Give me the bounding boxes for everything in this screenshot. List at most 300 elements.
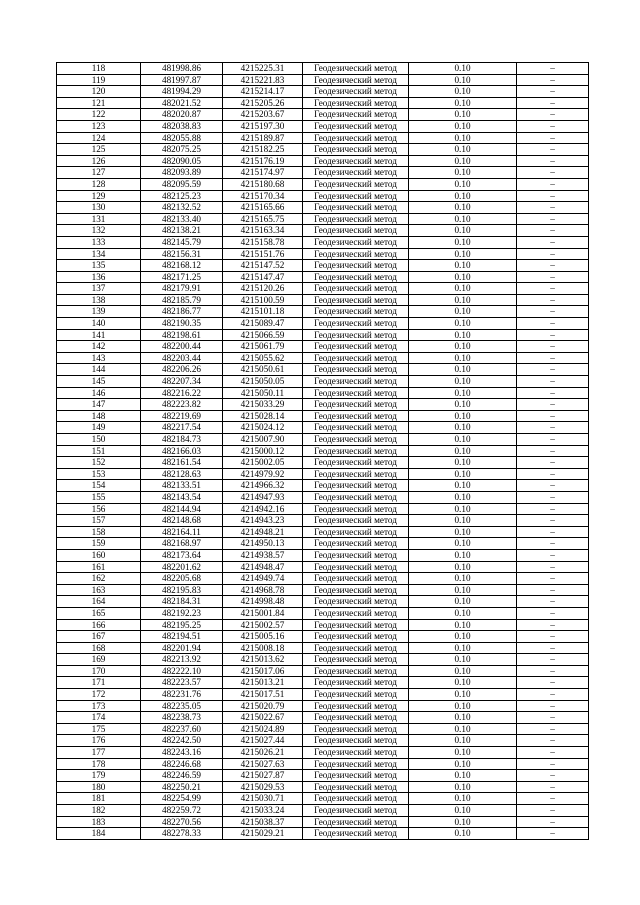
accuracy-cell: 0.10 (409, 109, 517, 121)
method-cell: Геодезический метод (303, 712, 409, 724)
description-cell: – (517, 434, 589, 446)
description-cell: – (517, 97, 589, 109)
method-cell: Геодезический метод (303, 457, 409, 469)
x-coordinate-cell: 482246.59 (141, 770, 223, 782)
description-cell: – (517, 155, 589, 167)
description-cell: – (517, 642, 589, 654)
x-coordinate-cell: 482213.92 (141, 654, 223, 666)
description-cell: – (517, 225, 589, 237)
accuracy-cell: 0.10 (409, 434, 517, 446)
description-cell: – (517, 248, 589, 260)
description-cell: – (517, 677, 589, 689)
table-row (57, 248, 589, 260)
method-cell: Геодезический метод (303, 700, 409, 712)
table-row (57, 109, 589, 121)
x-coordinate-cell: 482194.51 (141, 631, 223, 643)
y-coordinate-cell: 4215163.34 (223, 225, 303, 237)
method-cell: Геодезический метод (303, 619, 409, 631)
method-cell: Геодезический метод (303, 352, 409, 364)
description-cell: – (517, 781, 589, 793)
accuracy-cell: 0.10 (409, 735, 517, 747)
accuracy-cell: 0.10 (409, 491, 517, 503)
accuracy-cell: 0.10 (409, 167, 517, 179)
y-coordinate-cell: 4215026.21 (223, 747, 303, 759)
table-row (57, 271, 589, 283)
accuracy-cell: 0.10 (409, 468, 517, 480)
method-cell: Геодезический метод (303, 607, 409, 619)
y-coordinate-cell: 4215007.90 (223, 434, 303, 446)
accuracy-cell: 0.10 (409, 665, 517, 677)
method-cell: Геодезический метод (303, 538, 409, 550)
x-coordinate-cell: 482144.94 (141, 503, 223, 515)
table-row (57, 689, 589, 701)
x-coordinate-cell: 482223.57 (141, 677, 223, 689)
table-row (57, 584, 589, 596)
x-coordinate-cell: 482148.68 (141, 515, 223, 527)
x-coordinate-cell: 482242.50 (141, 735, 223, 747)
description-cell: – (517, 178, 589, 190)
description-cell: – (517, 86, 589, 98)
x-coordinate-cell: 482156.31 (141, 248, 223, 260)
table-row (57, 178, 589, 190)
y-coordinate-cell: 4215180.68 (223, 178, 303, 190)
method-cell: Геодезический метод (303, 665, 409, 677)
table-row (57, 816, 589, 828)
method-cell: Геодезический метод (303, 225, 409, 237)
table-row (57, 144, 589, 156)
description-cell: – (517, 364, 589, 376)
point-number-cell: 137 (57, 283, 141, 295)
table-row (57, 561, 589, 573)
x-coordinate-cell: 482166.03 (141, 445, 223, 457)
y-coordinate-cell: 4214947.93 (223, 491, 303, 503)
accuracy-cell: 0.10 (409, 561, 517, 573)
x-coordinate-cell: 482055.88 (141, 132, 223, 144)
accuracy-cell: 0.10 (409, 376, 517, 388)
accuracy-cell: 0.10 (409, 248, 517, 260)
x-coordinate-cell: 482133.51 (141, 480, 223, 492)
y-coordinate-cell: 4215027.44 (223, 735, 303, 747)
x-coordinate-cell: 482185.79 (141, 294, 223, 306)
table-row (57, 225, 589, 237)
x-coordinate-cell: 482021.52 (141, 97, 223, 109)
table-row (57, 74, 589, 86)
description-cell: – (517, 480, 589, 492)
y-coordinate-cell: 4214949.74 (223, 573, 303, 585)
point-number-cell: 119 (57, 74, 141, 86)
description-cell: – (517, 213, 589, 225)
y-coordinate-cell: 4215033.24 (223, 805, 303, 817)
accuracy-cell: 0.10 (409, 202, 517, 214)
point-number-cell: 152 (57, 457, 141, 469)
x-coordinate-cell: 482173.64 (141, 549, 223, 561)
method-cell: Геодезический метод (303, 689, 409, 701)
description-cell: – (517, 445, 589, 457)
y-coordinate-cell: 4214948.21 (223, 526, 303, 538)
table-row (57, 793, 589, 805)
accuracy-cell: 0.10 (409, 770, 517, 782)
table-row (57, 167, 589, 179)
y-coordinate-cell: 4215033.29 (223, 399, 303, 411)
x-coordinate-cell: 482168.97 (141, 538, 223, 550)
x-coordinate-cell: 482246.68 (141, 758, 223, 770)
method-cell: Геодезический метод (303, 828, 409, 840)
accuracy-cell: 0.10 (409, 747, 517, 759)
x-coordinate-cell: 482184.73 (141, 434, 223, 446)
table-row (57, 445, 589, 457)
point-number-cell: 160 (57, 549, 141, 561)
description-cell: – (517, 526, 589, 538)
method-cell: Геодезический метод (303, 816, 409, 828)
y-coordinate-cell: 4215022.67 (223, 712, 303, 724)
point-number-cell: 159 (57, 538, 141, 550)
x-coordinate-cell: 482133.40 (141, 213, 223, 225)
method-cell: Геодезический метод (303, 549, 409, 561)
y-coordinate-cell: 4214998.48 (223, 596, 303, 608)
description-cell: – (517, 329, 589, 341)
table-row (57, 364, 589, 376)
accuracy-cell: 0.10 (409, 422, 517, 434)
x-coordinate-cell: 482250.21 (141, 781, 223, 793)
description-cell: – (517, 63, 589, 75)
description-cell: – (517, 74, 589, 86)
method-cell: Геодезический метод (303, 213, 409, 225)
method-cell: Геодезический метод (303, 144, 409, 156)
method-cell: Геодезический метод (303, 260, 409, 272)
table-row (57, 202, 589, 214)
table-row (57, 758, 589, 770)
description-cell: – (517, 561, 589, 573)
y-coordinate-cell: 4215029.53 (223, 781, 303, 793)
accuracy-cell: 0.10 (409, 805, 517, 817)
point-number-cell: 171 (57, 677, 141, 689)
method-cell: Геодезический метод (303, 677, 409, 689)
y-coordinate-cell: 4215061.79 (223, 341, 303, 353)
table-row (57, 503, 589, 515)
accuracy-cell: 0.10 (409, 642, 517, 654)
x-coordinate-cell: 482138.21 (141, 225, 223, 237)
accuracy-cell: 0.10 (409, 74, 517, 86)
point-number-cell: 172 (57, 689, 141, 701)
point-number-cell: 162 (57, 573, 141, 585)
x-coordinate-cell: 481998.86 (141, 63, 223, 75)
description-cell: – (517, 828, 589, 840)
accuracy-cell: 0.10 (409, 607, 517, 619)
method-cell: Геодезический метод (303, 236, 409, 248)
point-number-cell: 139 (57, 306, 141, 318)
method-cell: Геодезический метод (303, 631, 409, 643)
accuracy-cell: 0.10 (409, 584, 517, 596)
x-coordinate-cell: 482038.83 (141, 120, 223, 132)
description-cell: – (517, 306, 589, 318)
description-cell: – (517, 816, 589, 828)
point-number-cell: 161 (57, 561, 141, 573)
x-coordinate-cell: 482186.77 (141, 306, 223, 318)
y-coordinate-cell: 4215024.12 (223, 422, 303, 434)
point-number-cell: 149 (57, 422, 141, 434)
point-number-cell: 138 (57, 294, 141, 306)
table-row (57, 549, 589, 561)
x-coordinate-cell: 482219.69 (141, 410, 223, 422)
x-coordinate-cell: 482192.23 (141, 607, 223, 619)
x-coordinate-cell: 482222.10 (141, 665, 223, 677)
table-row (57, 805, 589, 817)
description-cell: – (517, 723, 589, 735)
y-coordinate-cell: 4214942.16 (223, 503, 303, 515)
point-number-cell: 136 (57, 271, 141, 283)
point-number-cell: 130 (57, 202, 141, 214)
description-cell: – (517, 515, 589, 527)
description-cell: – (517, 758, 589, 770)
description-cell: – (517, 422, 589, 434)
method-cell: Геодезический метод (303, 596, 409, 608)
y-coordinate-cell: 4215030.71 (223, 793, 303, 805)
accuracy-cell: 0.10 (409, 689, 517, 701)
method-cell: Геодезический метод (303, 294, 409, 306)
accuracy-cell: 0.10 (409, 364, 517, 376)
y-coordinate-cell: 4215013.21 (223, 677, 303, 689)
accuracy-cell: 0.10 (409, 341, 517, 353)
y-coordinate-cell: 4215017.06 (223, 665, 303, 677)
method-cell: Геодезический метод (303, 735, 409, 747)
y-coordinate-cell: 4215214.17 (223, 86, 303, 98)
y-coordinate-cell: 4215158.78 (223, 236, 303, 248)
description-cell: – (517, 144, 589, 156)
table-row (57, 828, 589, 840)
description-cell: – (517, 770, 589, 782)
x-coordinate-cell: 482143.54 (141, 491, 223, 503)
table-row (57, 712, 589, 724)
point-number-cell: 145 (57, 376, 141, 388)
accuracy-cell: 0.10 (409, 318, 517, 330)
method-cell: Геодезический метод (303, 97, 409, 109)
y-coordinate-cell: 4215005.16 (223, 631, 303, 643)
point-number-cell: 134 (57, 248, 141, 260)
point-number-cell: 156 (57, 503, 141, 515)
point-number-cell: 178 (57, 758, 141, 770)
method-cell: Геодезический метод (303, 155, 409, 167)
method-cell: Геодезический метод (303, 86, 409, 98)
y-coordinate-cell: 4215008.18 (223, 642, 303, 654)
description-cell: – (517, 120, 589, 132)
method-cell: Геодезический метод (303, 376, 409, 388)
point-number-cell: 144 (57, 364, 141, 376)
description-cell: – (517, 109, 589, 121)
x-coordinate-cell: 482207.34 (141, 376, 223, 388)
y-coordinate-cell: 4215013.62 (223, 654, 303, 666)
y-coordinate-cell: 4215066.59 (223, 329, 303, 341)
point-number-cell: 132 (57, 225, 141, 237)
method-cell: Геодезический метод (303, 793, 409, 805)
point-number-cell: 182 (57, 805, 141, 817)
accuracy-cell: 0.10 (409, 86, 517, 98)
accuracy-cell: 0.10 (409, 225, 517, 237)
description-cell: – (517, 294, 589, 306)
x-coordinate-cell: 482190.35 (141, 318, 223, 330)
accuracy-cell: 0.10 (409, 712, 517, 724)
method-cell: Геодезический метод (303, 758, 409, 770)
accuracy-cell: 0.10 (409, 399, 517, 411)
x-coordinate-cell: 482237.60 (141, 723, 223, 735)
point-number-cell: 124 (57, 132, 141, 144)
description-cell: – (517, 631, 589, 643)
description-cell: – (517, 167, 589, 179)
point-number-cell: 151 (57, 445, 141, 457)
accuracy-cell: 0.10 (409, 352, 517, 364)
point-number-cell: 120 (57, 86, 141, 98)
y-coordinate-cell: 4215038.37 (223, 816, 303, 828)
x-coordinate-cell: 482168.12 (141, 260, 223, 272)
table-row (57, 86, 589, 98)
method-cell: Геодезический метод (303, 654, 409, 666)
accuracy-cell: 0.10 (409, 793, 517, 805)
y-coordinate-cell: 4215101.18 (223, 306, 303, 318)
accuracy-cell: 0.10 (409, 654, 517, 666)
method-cell: Геодезический метод (303, 399, 409, 411)
x-coordinate-cell: 482132.52 (141, 202, 223, 214)
table-row (57, 781, 589, 793)
x-coordinate-cell: 482259.72 (141, 805, 223, 817)
accuracy-cell: 0.10 (409, 283, 517, 295)
description-cell: – (517, 190, 589, 202)
method-cell: Геодезический метод (303, 573, 409, 585)
description-cell: – (517, 271, 589, 283)
y-coordinate-cell: 4215165.66 (223, 202, 303, 214)
table-row (57, 132, 589, 144)
x-coordinate-cell: 482093.89 (141, 167, 223, 179)
x-coordinate-cell: 482223.82 (141, 399, 223, 411)
table-row (57, 341, 589, 353)
y-coordinate-cell: 4215197.30 (223, 120, 303, 132)
point-number-cell: 143 (57, 352, 141, 364)
y-coordinate-cell: 4214979.92 (223, 468, 303, 480)
y-coordinate-cell: 4214950.13 (223, 538, 303, 550)
point-number-cell: 180 (57, 781, 141, 793)
point-number-cell: 147 (57, 399, 141, 411)
y-coordinate-cell: 4215002.57 (223, 619, 303, 631)
x-coordinate-cell: 482128.63 (141, 468, 223, 480)
table-row (57, 63, 589, 75)
x-coordinate-cell: 482090.05 (141, 155, 223, 167)
method-cell: Геодезический метод (303, 503, 409, 515)
accuracy-cell: 0.10 (409, 538, 517, 550)
method-cell: Геодезический метод (303, 422, 409, 434)
accuracy-cell: 0.10 (409, 526, 517, 538)
y-coordinate-cell: 4214966.32 (223, 480, 303, 492)
point-number-cell: 118 (57, 63, 141, 75)
y-coordinate-cell: 4215189.87 (223, 132, 303, 144)
accuracy-cell: 0.10 (409, 758, 517, 770)
method-cell: Геодезический метод (303, 132, 409, 144)
accuracy-cell: 0.10 (409, 410, 517, 422)
description-cell: – (517, 318, 589, 330)
method-cell: Геодезический метод (303, 781, 409, 793)
accuracy-cell: 0.10 (409, 144, 517, 156)
y-coordinate-cell: 4215174.97 (223, 167, 303, 179)
accuracy-cell: 0.10 (409, 445, 517, 457)
table-row (57, 329, 589, 341)
y-coordinate-cell: 4215089.47 (223, 318, 303, 330)
accuracy-cell: 0.10 (409, 573, 517, 585)
table-row (57, 538, 589, 550)
point-number-cell: 183 (57, 816, 141, 828)
description-cell: – (517, 491, 589, 503)
y-coordinate-cell: 4215120.26 (223, 283, 303, 295)
y-coordinate-cell: 4215050.11 (223, 387, 303, 399)
point-number-cell: 153 (57, 468, 141, 480)
x-coordinate-cell: 482206.26 (141, 364, 223, 376)
table-row (57, 480, 589, 492)
method-cell: Геодезический метод (303, 329, 409, 341)
method-cell: Геодезический метод (303, 723, 409, 735)
point-number-cell: 166 (57, 619, 141, 631)
accuracy-cell: 0.10 (409, 480, 517, 492)
accuracy-cell: 0.10 (409, 781, 517, 793)
y-coordinate-cell: 4215027.63 (223, 758, 303, 770)
method-cell: Геодезический метод (303, 306, 409, 318)
table-row (57, 642, 589, 654)
description-cell: – (517, 341, 589, 353)
description-cell: – (517, 735, 589, 747)
point-number-cell: 142 (57, 341, 141, 353)
method-cell: Геодезический метод (303, 283, 409, 295)
method-cell: Геодезический метод (303, 468, 409, 480)
description-cell: – (517, 747, 589, 759)
table-row (57, 573, 589, 585)
y-coordinate-cell: 4215182.25 (223, 144, 303, 156)
point-number-cell: 141 (57, 329, 141, 341)
description-cell: – (517, 236, 589, 248)
description-cell: – (517, 468, 589, 480)
table-row (57, 631, 589, 643)
x-coordinate-cell: 482217.54 (141, 422, 223, 434)
point-number-cell: 150 (57, 434, 141, 446)
y-coordinate-cell: 4215000.12 (223, 445, 303, 457)
x-coordinate-cell: 482278.33 (141, 828, 223, 840)
x-coordinate-cell: 482235.05 (141, 700, 223, 712)
y-coordinate-cell: 4215170.34 (223, 190, 303, 202)
point-number-cell: 128 (57, 178, 141, 190)
point-number-cell: 125 (57, 144, 141, 156)
point-number-cell: 131 (57, 213, 141, 225)
table-row (57, 457, 589, 469)
table-row (57, 97, 589, 109)
point-number-cell: 174 (57, 712, 141, 724)
y-coordinate-cell: 4215029.21 (223, 828, 303, 840)
method-cell: Геодезический метод (303, 805, 409, 817)
point-number-cell: 158 (57, 526, 141, 538)
table-row (57, 294, 589, 306)
description-cell: – (517, 538, 589, 550)
description-cell: – (517, 573, 589, 585)
description-cell: – (517, 387, 589, 399)
accuracy-cell: 0.10 (409, 97, 517, 109)
point-number-cell: 165 (57, 607, 141, 619)
table-row (57, 468, 589, 480)
description-cell: – (517, 689, 589, 701)
x-coordinate-cell: 481997.87 (141, 74, 223, 86)
x-coordinate-cell: 482201.94 (141, 642, 223, 654)
point-number-cell: 122 (57, 109, 141, 121)
point-number-cell: 175 (57, 723, 141, 735)
x-coordinate-cell: 482254.99 (141, 793, 223, 805)
description-cell: – (517, 260, 589, 272)
point-number-cell: 181 (57, 793, 141, 805)
x-coordinate-cell: 482243.16 (141, 747, 223, 759)
accuracy-cell: 0.10 (409, 155, 517, 167)
accuracy-cell: 0.10 (409, 619, 517, 631)
method-cell: Геодезический метод (303, 410, 409, 422)
